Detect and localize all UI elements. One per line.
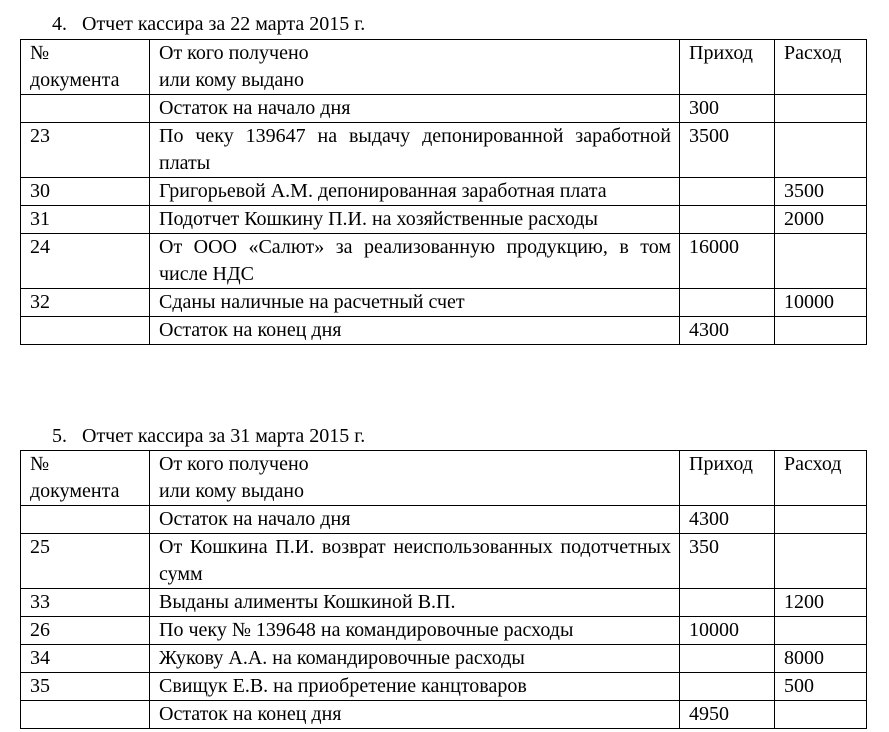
doc-number-cell (21, 317, 150, 345)
table-row (21, 617, 867, 645)
table-row (21, 645, 867, 673)
header-from-whom: От кого получено или кому выдано (150, 40, 680, 95)
description-cell: По чеку 139647 на выдачу депонированной заработной платы (150, 123, 680, 178)
table-header-row (21, 451, 867, 506)
description-cell: Григорьевой А.М. депонированная заработная плата (150, 178, 680, 206)
table-row (21, 673, 867, 701)
expense-cell (775, 701, 867, 729)
doc-number-cell (21, 701, 150, 729)
doc-number-cell: 34 (21, 645, 150, 673)
income-cell (680, 289, 775, 317)
doc-number-cell: 33 (21, 589, 150, 617)
expense-cell: 8000 (775, 645, 867, 673)
expense-cell (775, 95, 867, 123)
doc-number-cell: 35 (21, 673, 150, 701)
table-row (21, 534, 867, 589)
income-cell (680, 589, 775, 617)
table-row (21, 123, 867, 178)
expense-cell (775, 506, 867, 534)
table-row (21, 95, 867, 123)
report-number: 5. (52, 425, 67, 447)
description-cell: Свищук Е.В. на приобретение канцтоваров (150, 673, 680, 701)
description-cell: Остаток на конец дня (150, 317, 680, 345)
doc-number-cell: 23 (21, 123, 150, 178)
income-cell: 3500 (680, 123, 775, 178)
table-row (21, 589, 867, 617)
description-cell: Подотчет Кошкину П.И. на хозяйственные расходы (150, 206, 680, 234)
expense-cell: 3500 (775, 178, 867, 206)
expense-cell: 2000 (775, 206, 867, 234)
table-row (21, 289, 867, 317)
table-header-row (21, 40, 867, 95)
doc-number-cell (21, 506, 150, 534)
income-cell: 16000 (680, 234, 775, 289)
header-doc-number: № документа (21, 40, 150, 95)
report-title: Отчет кассира за 22 марта 2015 г. (82, 13, 366, 35)
expense-cell (775, 617, 867, 645)
description-cell: По чеку № 139648 на командировочные расходы (150, 617, 680, 645)
table-row (21, 701, 867, 729)
table-row (21, 178, 867, 206)
report-title: Отчет кассира за 31 марта 2015 г. (82, 425, 366, 447)
header-expense: Расход (775, 451, 867, 506)
header-expense: Расход (775, 40, 867, 95)
description-cell: Жукову А.А. на командировочные расходы (150, 645, 680, 673)
doc-number-cell: 30 (21, 178, 150, 206)
income-cell (680, 178, 775, 206)
description-cell: Выданы алименты Кошкиной В.П. (150, 589, 680, 617)
doc-number-cell: 32 (21, 289, 150, 317)
description-cell: Остаток на конец дня (150, 701, 680, 729)
income-cell (680, 645, 775, 673)
income-cell: 350 (680, 534, 775, 589)
expense-cell (775, 317, 867, 345)
expense-cell (775, 534, 867, 589)
income-cell: 10000 (680, 617, 775, 645)
doc-number-cell: 25 (21, 534, 150, 589)
doc-number-cell: 31 (21, 206, 150, 234)
report-number: 4. (52, 13, 67, 35)
doc-number-cell: 26 (21, 617, 150, 645)
table-row (21, 234, 867, 289)
table-row (21, 206, 867, 234)
description-cell: От ООО «Салют» за реализованную продукцию, в том числе НДС (150, 234, 680, 289)
header-income: Приход (680, 451, 775, 506)
doc-number-cell (21, 95, 150, 123)
description-cell: От Кошкина П.И. возврат неиспользованных подотчетных сумм (150, 534, 680, 589)
expense-cell (775, 123, 867, 178)
expense-cell (775, 234, 867, 289)
income-cell: 4300 (680, 506, 775, 534)
cash-report-table (20, 39, 867, 345)
header-from-whom: От кого получено или кому выдано (150, 451, 680, 506)
table-row (21, 506, 867, 534)
expense-cell: 1200 (775, 589, 867, 617)
header-income: Приход (680, 40, 775, 95)
expense-cell: 500 (775, 673, 867, 701)
description-cell: Сданы наличные на расчетный счет (150, 289, 680, 317)
cash-report-table (20, 450, 867, 729)
header-doc-number: № документа (21, 451, 150, 506)
expense-cell: 10000 (775, 289, 867, 317)
income-cell: 300 (680, 95, 775, 123)
table-row (21, 317, 867, 345)
income-cell: 4950 (680, 701, 775, 729)
income-cell (680, 206, 775, 234)
doc-number-cell: 24 (21, 234, 150, 289)
description-cell: Остаток на начало дня (150, 95, 680, 123)
income-cell: 4300 (680, 317, 775, 345)
report-heading (52, 424, 365, 448)
income-cell (680, 673, 775, 701)
report-heading (52, 12, 365, 36)
description-cell: Остаток на начало дня (150, 506, 680, 534)
